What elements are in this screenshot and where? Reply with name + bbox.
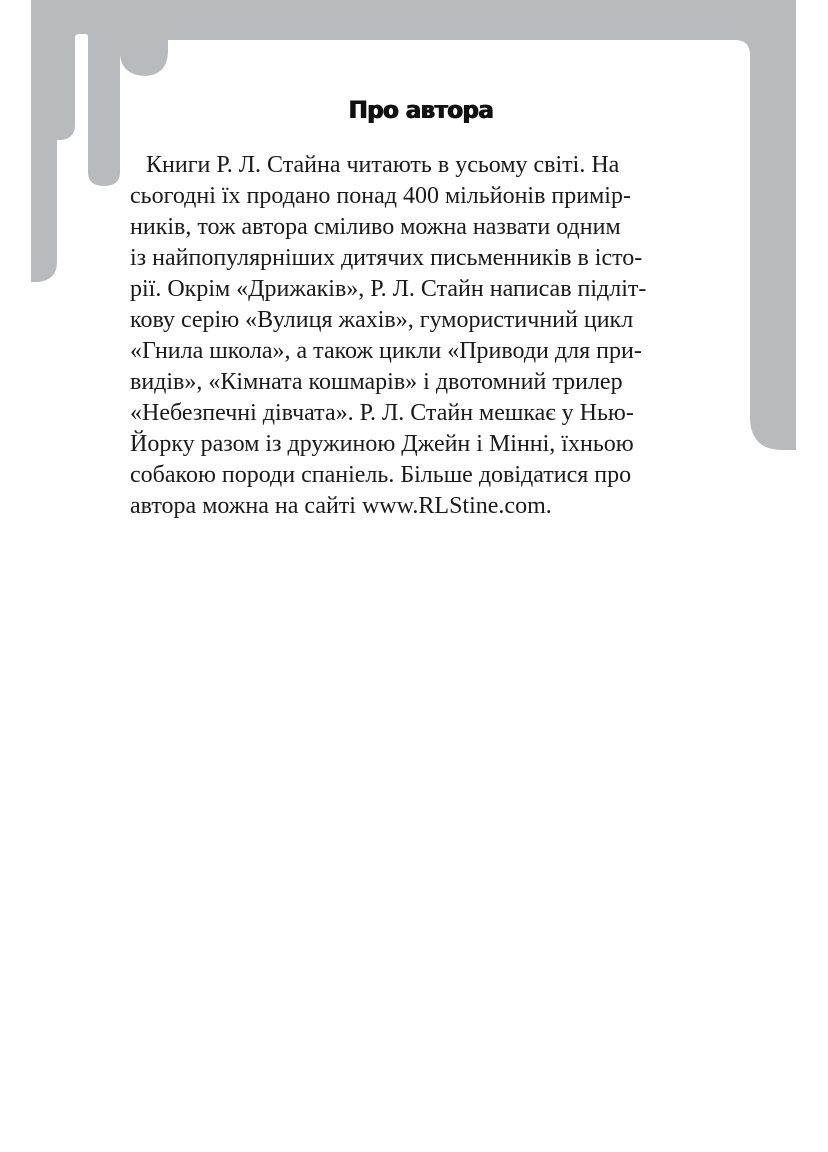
paragraph-line: ників, тож автора сміливо можна назвати одним [130, 214, 621, 240]
paragraph-line: кову серію «Вулиця жахів», гумористичний цикл [130, 307, 634, 333]
paragraph-line: видів», «Кімната кошмарів» і двотомний трилер [130, 369, 623, 395]
paragraph-line: «Небезпечні дівчата». Р. Л. Стайн мешкає у Нью- [130, 400, 634, 426]
paragraph-line-last: автора можна на сайті www.RLStine.com. [130, 493, 552, 519]
author-bio-paragraph [130, 150, 647, 522]
paragraph-line: Йорку разом із дружиною Джейн і Мінні, їхньою [130, 431, 634, 457]
paragraph-line: собакою породи спаніель. Більше довідатися про [130, 462, 632, 488]
paragraph-line: «Гнила школа», а також цикли «Приводи для при- [130, 338, 642, 364]
paragraph-line: рії. Окрім «Дрижаків», Р. Л. Стайн написав підліт- [130, 276, 647, 302]
paragraph-line: сьогодні їх продано понад 400 мільйонів примір- [130, 183, 631, 209]
paragraph-line: Книги Р. Л. Стайна читають в усьому світі. На [146, 152, 620, 178]
paragraph-line: із найпопулярніших дитячих письменників в істо- [130, 245, 643, 271]
page-title: Про автора [348, 96, 494, 124]
